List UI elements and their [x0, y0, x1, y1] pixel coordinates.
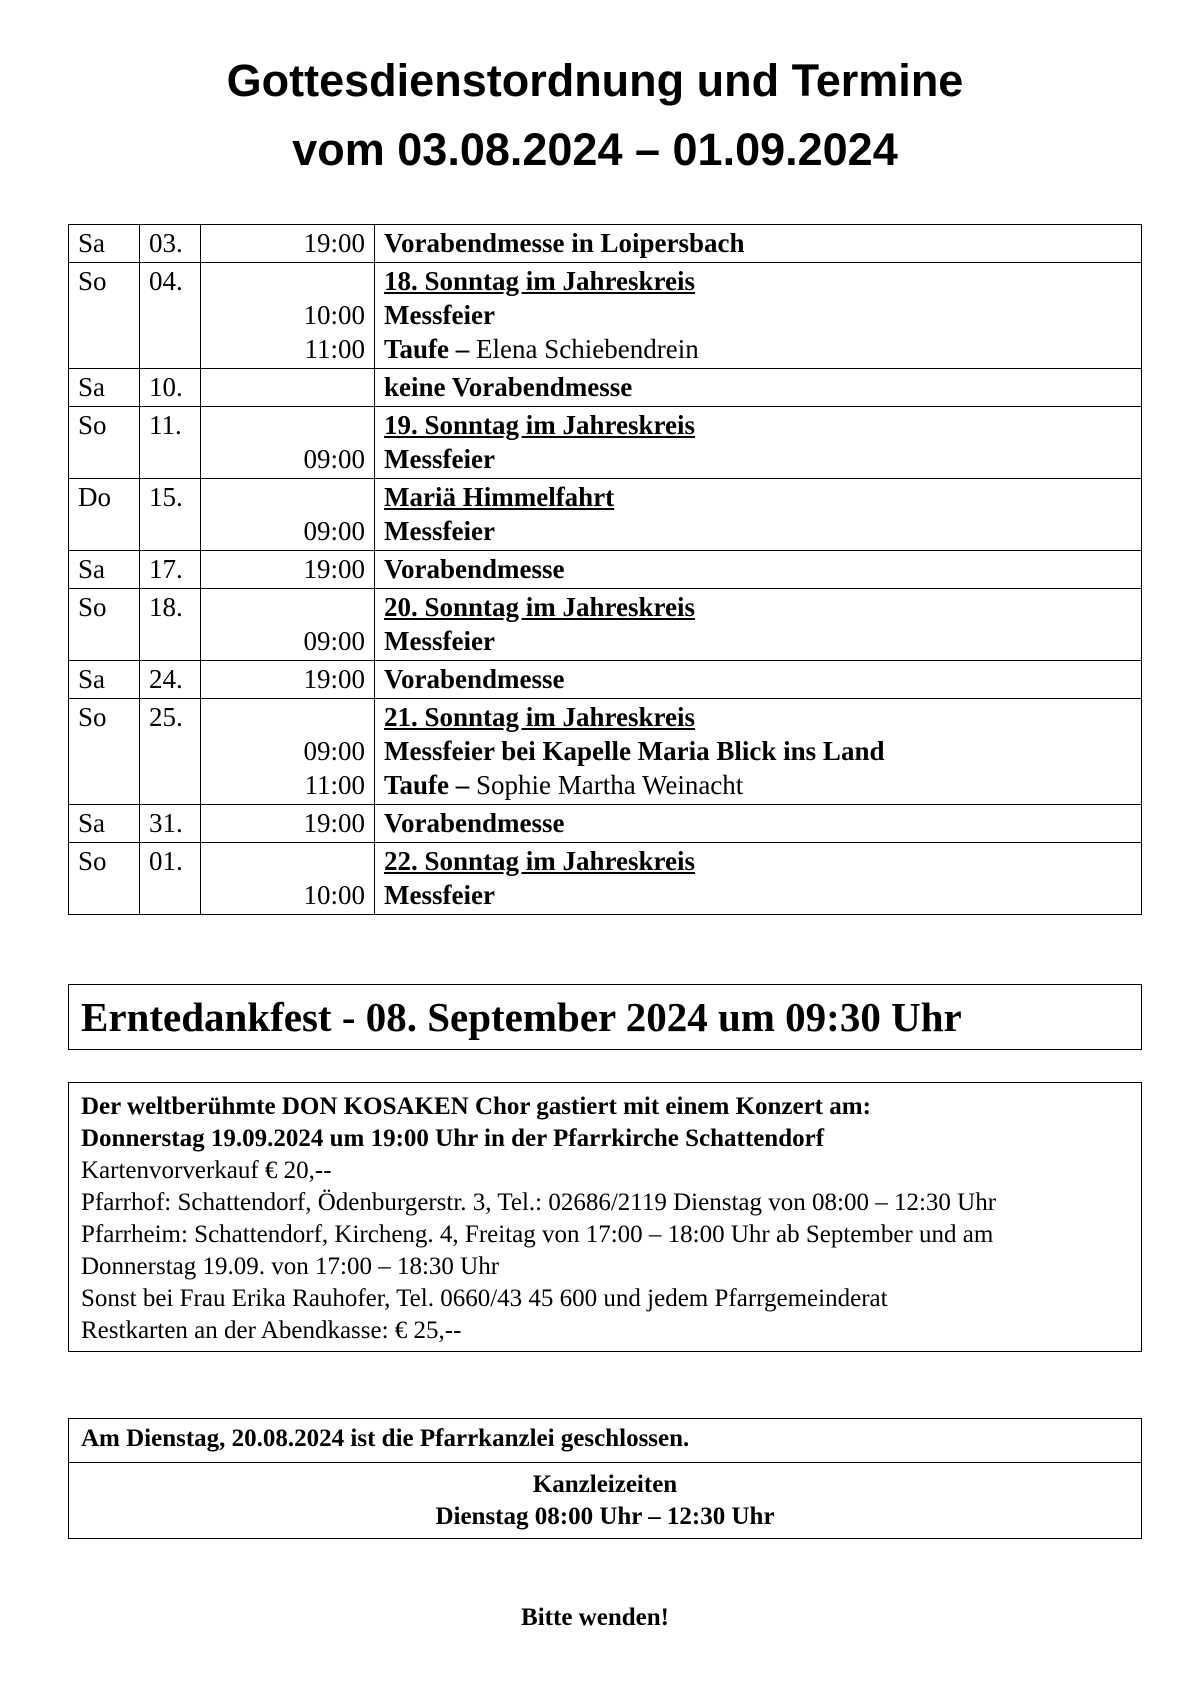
schedule-description [375, 479, 1142, 551]
schedule-day: So [69, 843, 140, 915]
schedule-time: 09:00 [303, 444, 365, 474]
schedule-times [201, 843, 375, 915]
schedule-time: 09:00 [303, 516, 365, 546]
schedule-time [210, 700, 365, 734]
schedule-description [375, 407, 1142, 479]
schedule-day: Sa [69, 369, 140, 407]
schedule-event [384, 370, 1132, 404]
schedule-description [375, 589, 1142, 661]
schedule-times [201, 369, 375, 407]
schedule-event [384, 226, 1132, 260]
schedule-feast-heading: 21. Sonntag im Jahreskreis [384, 702, 696, 732]
schedule-description [375, 551, 1142, 589]
schedule-date: 18. [140, 589, 201, 661]
schedule-description [375, 369, 1142, 407]
schedule-date: 24. [140, 661, 201, 699]
schedule-time [210, 408, 365, 442]
schedule-time: 19:00 [303, 554, 365, 584]
office-closed-notice: Am Dienstag, 20.08.2024 ist die Pfarrkanzlei geschlossen. [69, 1419, 1141, 1463]
schedule-feast-heading: 20. Sonntag im Jahreskreis [384, 592, 696, 622]
office-hours-value: Dienstag 08:00 Uhr – 12:30 Uhr [435, 1503, 775, 1530]
schedule-date: 15. [140, 479, 201, 551]
schedule-description [375, 843, 1142, 915]
concert-info-line: Pfarrhof: Schattendorf, Ödenburgerstr. 3, Tel.: 02686/2119 Dienstag von 08:00 – 12:30 Uhr [81, 1189, 997, 1216]
schedule-table-body [69, 225, 1142, 915]
schedule-date: 03. [140, 225, 201, 263]
schedule-date: 01. [140, 843, 201, 915]
office-hours-title: Kanzleizeiten [532, 1471, 678, 1498]
schedule-event [384, 768, 1132, 802]
schedule-time [210, 590, 365, 624]
schedule-time: 09:00 [303, 626, 365, 656]
schedule-table [68, 224, 1142, 915]
office-hours [69, 1463, 1141, 1533]
schedule-times [201, 699, 375, 805]
schedule-description [375, 699, 1142, 805]
schedule-day: So [69, 263, 140, 369]
schedule-event-title: Taufe – [384, 770, 470, 800]
schedule-day: So [69, 699, 140, 805]
schedule-time: 19:00 [303, 664, 365, 694]
schedule-event [384, 662, 1132, 696]
schedule-day: Sa [69, 551, 140, 589]
schedule-event-title: Messfeier [384, 880, 495, 910]
schedule-day: So [69, 407, 140, 479]
schedule-day: Sa [69, 225, 140, 263]
concert-headline: Der weltberühmte DON KOSAKEN Chor gastiert mit einem Konzert am: [81, 1093, 871, 1120]
concert-date-location: Donnerstag 19.09.2024 um 19:00 Uhr in der Pfarrkirche Schattendorf [81, 1125, 825, 1152]
schedule-date: 31. [140, 805, 201, 843]
schedule-times [201, 551, 375, 589]
schedule-row [69, 479, 1142, 551]
schedule-row [69, 843, 1142, 915]
schedule-times [201, 263, 375, 369]
schedule-row [69, 263, 1142, 369]
schedule-event [384, 298, 1132, 332]
schedule-event-title: Taufe – [384, 334, 470, 364]
schedule-date: 10. [140, 369, 201, 407]
schedule-event-title: Messfeier [384, 516, 495, 546]
schedule-event-detail: Sophie Martha Weinacht [469, 770, 744, 800]
schedule-time: 19:00 [303, 808, 365, 838]
schedule-times [201, 589, 375, 661]
footer-please-turn: Bitte wenden! [521, 1604, 669, 1631]
schedule-row [69, 661, 1142, 699]
schedule-description [375, 661, 1142, 699]
schedule-event-title: keine Vorabendmesse [384, 372, 633, 402]
schedule-description [375, 225, 1142, 263]
schedule-feast-heading: 18. Sonntag im Jahreskreis [384, 266, 696, 296]
schedule-event [384, 442, 1132, 476]
schedule-event-title: Messfeier bei Kapelle Maria Blick ins Land [384, 736, 885, 766]
office-notice [68, 1418, 1142, 1539]
schedule-event [384, 878, 1132, 912]
schedule-day: Sa [69, 805, 140, 843]
schedule-date: 11. [140, 407, 201, 479]
schedule-time: 19:00 [303, 228, 365, 258]
schedule-row [69, 805, 1142, 843]
schedule-date: 17. [140, 551, 201, 589]
schedule-event-title: Messfeier [384, 626, 495, 656]
schedule-row [69, 589, 1142, 661]
schedule-date: 25. [140, 699, 201, 805]
concert-info-line: Pfarrheim: Schattendorf, Kircheng. 4, Freitag von 17:00 – 18:00 Uhr ab September und am [81, 1221, 994, 1248]
schedule-event [384, 552, 1132, 586]
schedule-time: 09:00 [303, 736, 365, 766]
schedule-event [384, 514, 1132, 548]
schedule-row [69, 225, 1142, 263]
schedule-time [210, 264, 365, 298]
concert-info-line: Kartenvorverkauf € 20,-- [81, 1157, 332, 1184]
schedule-description [375, 263, 1142, 369]
concert-notice [68, 1082, 1142, 1352]
schedule-event-title: Vorabendmesse [384, 808, 565, 838]
concert-info-line: Sonst bei Frau Erika Rauhofer, Tel. 0660/43 45 600 und jedem Pfarrgemeinderat [81, 1285, 888, 1312]
schedule-day: Do [69, 479, 140, 551]
schedule-times [201, 407, 375, 479]
schedule-time: 11:00 [304, 334, 365, 364]
schedule-times [201, 479, 375, 551]
schedule-row [69, 551, 1142, 589]
schedule-event-detail: Elena Schiebendrein [469, 334, 699, 364]
schedule-time: 10:00 [303, 300, 365, 330]
schedule-time [210, 480, 365, 514]
schedule-times [201, 661, 375, 699]
schedule-time: 10:00 [303, 880, 365, 910]
schedule-feast-heading: 19. Sonntag im Jahreskreis [384, 410, 696, 440]
schedule-time: 11:00 [304, 770, 365, 800]
schedule-event-title: Vorabendmesse [384, 554, 565, 584]
schedule-event-title: Messfeier [384, 300, 495, 330]
schedule-row [69, 369, 1142, 407]
schedule-event [384, 734, 1132, 768]
schedule-row [69, 407, 1142, 479]
page-subtitle-date-range: vom 03.08.2024 – 01.09.2024 [292, 124, 898, 175]
schedule-event-title: Vorabendmesse in Loipersbach [384, 228, 745, 258]
schedule-event-title: Vorabendmesse [384, 664, 565, 694]
schedule-times [201, 225, 375, 263]
schedule-time [210, 844, 365, 878]
concert-info-line: Donnerstag 19.09. von 17:00 – 18:30 Uhr [81, 1253, 500, 1280]
schedule-time [210, 370, 365, 404]
schedule-feast-heading: Mariä Himmelfahrt [384, 482, 615, 512]
page-title: Gottesdienstordnung und Termine [226, 55, 964, 106]
schedule-row [69, 699, 1142, 805]
schedule-event [384, 624, 1132, 658]
schedule-event [384, 806, 1132, 840]
schedule-description [375, 805, 1142, 843]
concert-info-line: Restkarten an der Abendkasse: € 25,-- [81, 1317, 462, 1344]
schedule-feast-heading: 22. Sonntag im Jahreskreis [384, 846, 696, 876]
schedule-day: Sa [69, 661, 140, 699]
schedule-date: 04. [140, 263, 201, 369]
schedule-day: So [69, 589, 140, 661]
schedule-event [384, 332, 1132, 366]
schedule-event-title: Messfeier [384, 444, 495, 474]
schedule-times [201, 805, 375, 843]
erntedankfest-banner: Erntedankfest - 08. September 2024 um 09:30 Uhr [68, 984, 1142, 1050]
